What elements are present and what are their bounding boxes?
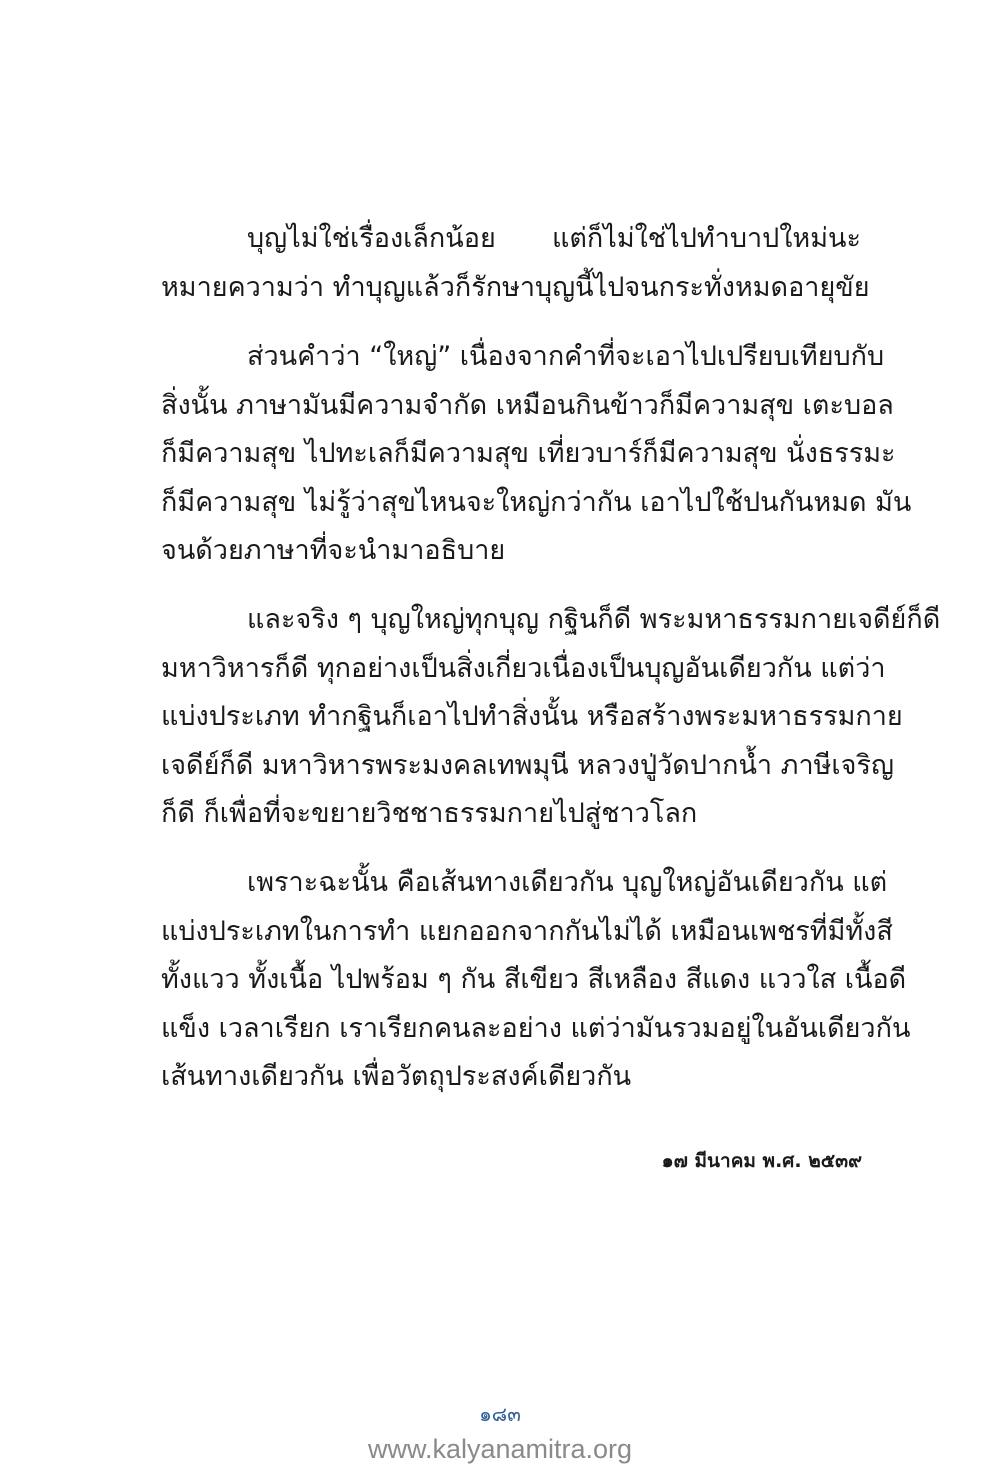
paragraph-line: แบ่งประเภทในการทำ แยกออกจากกันไม่ได้ เหมือนเพชรที่มีทั้งสี <box>161 915 893 947</box>
paragraph-1 <box>161 215 870 312</box>
paragraph-4 <box>161 859 911 1102</box>
footer-url: www.kalyanamitra.org <box>367 1434 633 1464</box>
paragraph-line: แข็ง เวลาเรียก เราเรียกคนละอย่าง แต่ว่ามันรวมอยู่ในอันเดียวกัน <box>161 1012 911 1044</box>
paragraph-line: จนด้วยภาษาที่จะนำมาอธิบาย <box>161 535 506 566</box>
paragraph-line: มหาวิหารก็ดี ทุกอย่างเป็นสิ่งเกี่ยวเนื่องเป็นบุญอันเดียวกัน แต่ว่า <box>161 652 886 684</box>
paragraph-line: ก็ดี ก็เพื่อที่จะขยายวิชชาธรรมกายไปสู่ชาวโลก <box>161 798 698 829</box>
paragraph-line: หมายความว่า ทำบุญแล้วก็รักษาบุญนี้ไปจนกระทั่งหมดอายุขัย <box>161 271 870 303</box>
paragraph-line: เพราะฉะนั้น คือเส้นทางเดียวกัน บุญใหญ่อันเดียวกัน แต่ <box>247 867 888 898</box>
page-number: ๑๘๓ <box>479 1402 521 1426</box>
paragraph-line: สิ่งนั้น ภาษามันมีความจำกัด เหมือนกินข้าวก็มีความสุข เตะบอล <box>161 389 894 421</box>
paragraph-line: เจดีย์ก็ดี มหาวิหารพระมงคลเทพมุนี หลวงปู่วัดปากน้ำ ภาษีเจริญ <box>161 749 894 781</box>
paragraph-line: เส้นทางเดียวกัน เพื่อวัตถุประสงค์เดียวกัน <box>161 1061 632 1092</box>
paragraph-line: ก็มีความสุข ไปทะเลก็มีความสุข เที่ยวบาร์ก็มีความสุข นั่งธรรมะ <box>161 438 896 469</box>
paragraph-line: บุญไม่ใช่เรื่องเล็กน้อย แต่ก็ไม่ใช่ไปทำบาปใหม่นะ <box>247 223 861 254</box>
paragraph-2 <box>161 333 912 576</box>
paragraph-line: แบ่งประเภท ทำกฐินก็เอาไปทำสิ่งนั้น หรือสร้างพระมหาธรรมกาย <box>161 701 903 732</box>
paragraph-line: ทั้งแวว ทั้งเนื้อ ไปพร้อม ๆ กัน สีเขียว สีเหลือง สีแดง แววใส เนื้อดี <box>161 964 907 995</box>
paragraph-line: ก็มีความสุข ไม่รู้ว่าสุขไหนจะใหญ่กว่ากัน เอาไปใช้ปนกันหมด มัน <box>161 486 912 518</box>
date-line: ๑๗ มีนาคม พ.ศ. ๒๕๓๙ <box>661 1150 862 1172</box>
paragraph-line: ส่วนคำว่า “ใหญ่” เนื่องจากคำที่จะเอาไปเปรียบเทียบกับ <box>247 341 885 372</box>
paragraph-line: และจริง ๆ บุญใหญ่ทุกบุญ กฐินก็ดี พระมหาธรรมกายเจดีย์ก็ดี <box>247 604 941 635</box>
paragraph-3 <box>161 596 941 839</box>
